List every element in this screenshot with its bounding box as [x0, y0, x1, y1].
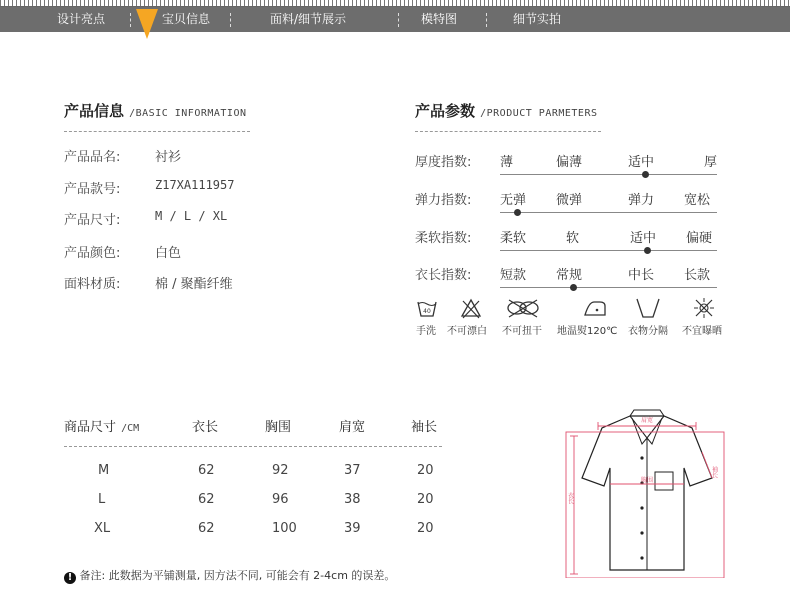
care-label-hand-wash: 手洗: [416, 326, 436, 337]
param-label: 弹力指数:: [415, 193, 472, 208]
shirt-measure-diagram: [562, 408, 732, 582]
info-divider: [64, 131, 250, 132]
param-scale-line: [500, 174, 717, 175]
nav-separator: [486, 13, 487, 27]
size-cell: 62: [198, 492, 215, 507]
param-option: 微弹: [556, 193, 583, 208]
nav-bar: [0, 7, 790, 32]
info-value-size: M / L / XL: [155, 209, 228, 223]
param-option: 偏硬: [686, 231, 713, 246]
param-indicator-dot: [514, 209, 521, 216]
info-value-material: 棉 / 聚酯纤维: [155, 277, 233, 292]
param-label: 衣长指数:: [415, 268, 472, 283]
nav-item-design[interactable]: 设计亮点: [57, 12, 106, 26]
size-col-chest: 胸围: [265, 420, 292, 435]
param-option: 长款: [684, 268, 711, 283]
info-label-material: 面料材质:: [64, 277, 121, 292]
nav-item-product-info[interactable]: 宝贝信息: [162, 12, 211, 26]
info-label-name: 产品品名:: [64, 150, 121, 165]
hand-wash-temp: 40: [423, 308, 431, 315]
param-option: 短款: [500, 268, 527, 283]
info-label-size: 产品尺寸:: [64, 213, 121, 228]
diagram-shoulder-label: 肩宽: [640, 417, 654, 424]
param-option: 适中: [628, 155, 655, 170]
nav-item-detail-photo[interactable]: 细节实拍: [513, 12, 562, 26]
params-subtitle: /PRODUCT PARMETERS: [480, 108, 598, 119]
note-text: 备注: 此数据为平铺测量, 因方法不同, 可能会有 2-4cm 的误差。: [79, 569, 396, 582]
size-cell: 96: [272, 492, 289, 507]
size-table-unit: /CM: [121, 423, 140, 434]
params-divider: [415, 131, 601, 132]
care-label-no-wring: 不可扭干: [502, 326, 542, 337]
no-wring-icon: [505, 297, 541, 323]
size-cell: 38: [344, 492, 361, 507]
diagram-chest-label: 胸围: [640, 477, 654, 484]
param-option: 常规: [556, 268, 583, 283]
param-option: 厚: [704, 155, 718, 170]
info-value-name: 衬衫: [155, 150, 182, 165]
size-cell: 100: [272, 521, 297, 536]
size-table-title: 商品尺寸: [64, 420, 117, 435]
param-option: 中长: [628, 268, 655, 283]
nav-item-model[interactable]: 模特图: [421, 12, 458, 26]
info-heading: [64, 100, 246, 121]
size-cell: 62: [198, 463, 215, 478]
hand-wash-icon: [416, 297, 438, 323]
size-cell: 62: [198, 521, 215, 536]
size-cell: 20: [417, 521, 434, 536]
care-label-wash-separately: 衣物分隔: [628, 326, 668, 337]
info-label-color: 产品颜色:: [64, 246, 121, 261]
param-option: 软: [566, 231, 580, 246]
param-option: 偏薄: [556, 155, 583, 170]
size-col-sleeve: 袖长: [411, 420, 438, 435]
size-row-label: L: [98, 492, 106, 507]
param-option: 薄: [500, 155, 514, 170]
active-tab-arrow-icon: [136, 9, 158, 39]
param-indicator-dot: [570, 284, 577, 291]
wash-separately-icon: [634, 297, 662, 323]
warning-icon: !: [64, 572, 76, 584]
diagram-length-label: 衣长: [566, 492, 574, 504]
params-title: 产品参数: [415, 102, 476, 120]
diagram-sleeve-label: 袖长: [710, 466, 718, 478]
info-title: 产品信息: [64, 102, 125, 120]
param-label: 厚度指数:: [415, 155, 472, 170]
size-col-shoulder: 肩宽: [339, 420, 366, 435]
size-cell: 37: [344, 463, 361, 478]
care-label-no-sun-dry: 不宜曝晒: [682, 326, 722, 337]
info-value-style-no: Z17XA111957: [155, 178, 235, 192]
nav-separator: [398, 13, 399, 27]
params-heading: [415, 100, 597, 121]
param-indicator-dot: [644, 247, 651, 254]
no-bleach-icon: [460, 297, 482, 323]
size-row-label: XL: [94, 521, 111, 536]
size-table-divider: [64, 446, 442, 447]
param-scale-line: [500, 212, 717, 213]
info-value-color: 白色: [155, 246, 182, 261]
param-option: 无弹: [500, 193, 527, 208]
param-option: 适中: [630, 231, 657, 246]
param-label: 柔软指数:: [415, 231, 472, 246]
param-option: 宽松: [684, 193, 711, 208]
care-label-no-bleach: 不可漂白: [447, 326, 487, 337]
size-col-length: 衣长: [192, 420, 219, 435]
size-cell: 20: [417, 492, 434, 507]
param-scale-line: [500, 287, 717, 288]
nav-separator: [130, 13, 131, 27]
info-label-style-no: 产品款号:: [64, 182, 121, 197]
size-cell: 92: [272, 463, 289, 478]
no-sun-dry-icon: [693, 297, 715, 323]
param-indicator-dot: [642, 171, 649, 178]
care-label-low-iron: 地温熨120℃: [557, 326, 618, 337]
size-cell: 20: [417, 463, 434, 478]
size-row-label: M: [98, 463, 110, 478]
info-subtitle: /BASIC INFORMATION: [129, 108, 247, 119]
nav-separator: [230, 13, 231, 27]
nav-item-fabric-detail[interactable]: 面料/细节展示: [270, 12, 347, 26]
low-iron-icon: [582, 297, 608, 323]
size-cell: 39: [344, 521, 361, 536]
param-option: 柔软: [500, 231, 527, 246]
param-scale-line: [500, 250, 717, 251]
size-table-heading: [64, 416, 139, 435]
param-option: 弹力: [628, 193, 655, 208]
measurement-note: [64, 567, 395, 584]
